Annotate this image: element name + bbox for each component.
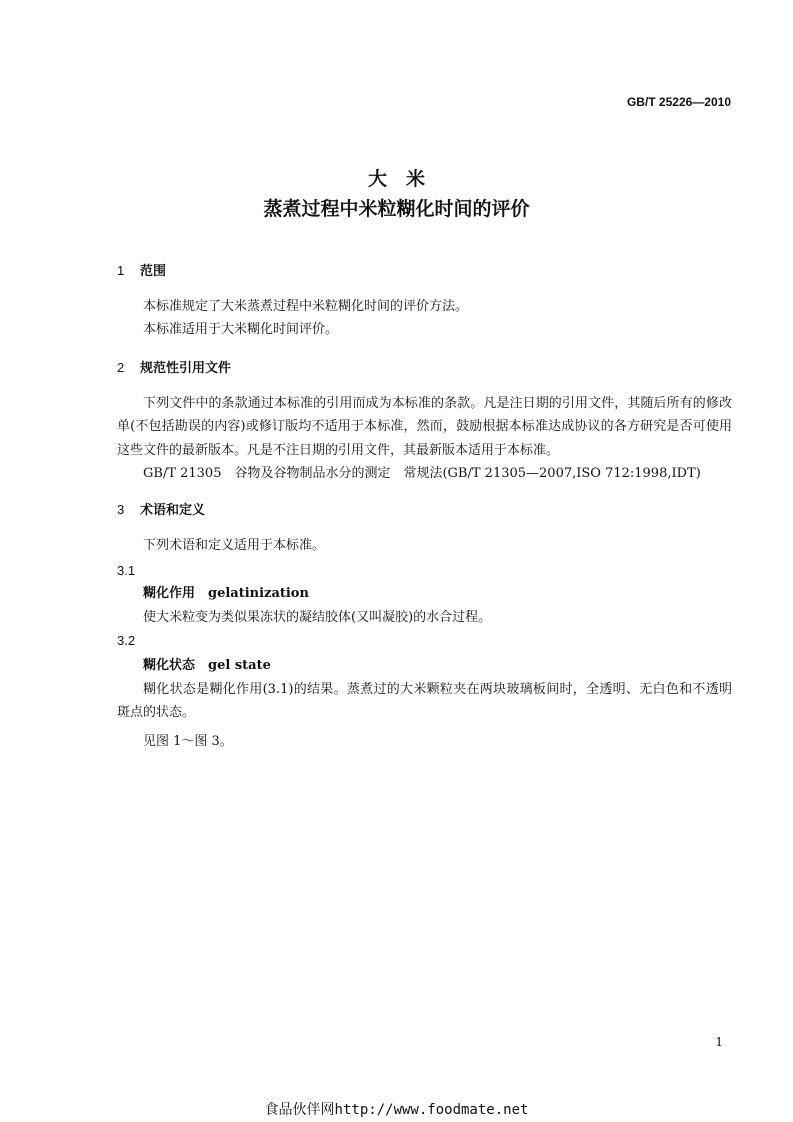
section-1-heading: 范围 [140,263,167,278]
section-3-number: 3 [117,502,125,517]
section-2-number: 2 [117,360,125,375]
title-main: 大 米 [367,168,425,190]
figure-reference: 见图 1～图 3。 [143,734,233,749]
term-3-2-number: 3.2 [117,633,136,648]
title-sub: 蒸煮过程中米粒糊化时间的评价 [263,198,530,220]
section-3-heading: 术语和定义 [140,502,206,517]
term-3-1-name: 糊化作用 gelatinization [143,586,309,601]
normative-reference-item: GB/T 21305 谷物及谷物制品水分的测定 常规法(GB/T 21305—2007,ISO 712:1998,IDT) [143,466,701,481]
section-1-number: 1 [117,263,125,278]
page-number: 1 [715,1035,723,1049]
section-2-heading: 规范性引用文件 [140,360,232,375]
standard-number: GB/T 25226—2010 [626,95,731,109]
scope-line-1: 本标准规定了大米蒸煮过程中米粒糊化时间的评价方法。 [143,299,469,314]
terms-intro: 下列术语和定义适用于本标准。 [143,538,326,553]
term-3-2-definition: 糊化状态是糊化作用(3.1)的结果。蒸煮过的大米颗粒夹在两块玻璃板间时，全透明、无白色和不透明斑点的状态。 [117,682,732,721]
term-3-2-name: 糊化状态 gel state [143,658,271,673]
normative-references-paragraph: 下列文件中的条款通过本标准的引用而成为本标准的条款。凡是注日期的引用文件，其随后所有的修改单(不包括勘误的内容)或修订版均不适用于本标准，然而，鼓励根据本标准达成协议的各方研究是否可使用这些文件的最新版本。凡是不注日期的引用文件，其最新版本适用于本标准。 [117,396,732,458]
term-3-1-definition: 使大米粒变为类似果冻状的凝结胶体(又叫凝胶)的水合过程。 [143,610,492,625]
term-3-1-number: 3.1 [117,563,136,578]
footer-watermark: 食品伙伴网http://www.foodmate.net [264,1102,529,1118]
scope-line-2: 本标准适用于大米糊化时间评价。 [143,322,339,337]
